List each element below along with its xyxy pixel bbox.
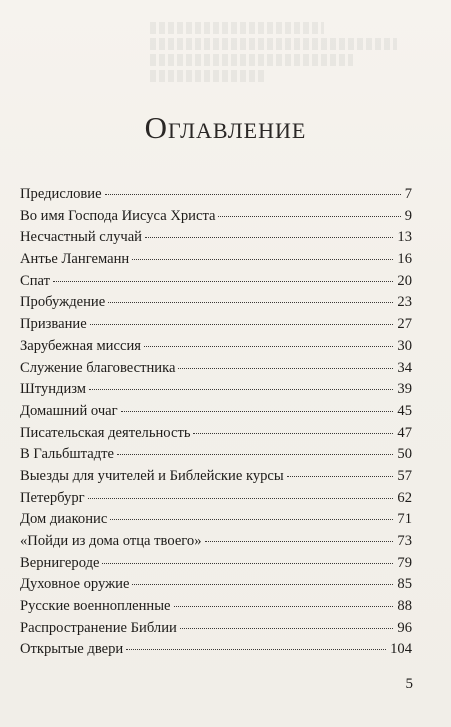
dot-leader [53, 281, 393, 282]
toc-entry-page: 88 [397, 598, 412, 615]
toc-entry-page: 85 [397, 576, 412, 593]
toc-entry-page: 27 [397, 316, 412, 333]
toc-entry[interactable] [20, 574, 412, 596]
toc-entry[interactable] [20, 358, 412, 380]
dot-leader [132, 259, 393, 260]
toc-entry[interactable] [20, 444, 412, 466]
dot-leader [218, 216, 400, 217]
toc-entry-page: 34 [397, 359, 412, 376]
toc-entry-title: Предисловие [20, 186, 102, 202]
toc-entry-title: Вернигероде [20, 554, 100, 571]
toc-entry-page: 96 [397, 619, 412, 636]
toc-entry-page: 47 [397, 424, 412, 441]
toc-entry[interactable] [20, 314, 412, 336]
toc-entry[interactable] [20, 227, 412, 249]
toc-entry[interactable] [20, 184, 412, 206]
toc-entry-page: 73 [397, 533, 412, 549]
dot-leader [144, 346, 393, 347]
toc-entry-page: 71 [397, 511, 412, 528]
toc-entry-title: Призвание [20, 316, 87, 333]
toc-entry[interactable] [20, 466, 412, 488]
dot-leader [174, 606, 394, 607]
dot-leader [102, 563, 393, 564]
toc-entry-title: Выезды для учителей и Библейские курсы [20, 467, 284, 484]
toc-entry[interactable] [20, 531, 412, 553]
toc-entry-page: 45 [397, 402, 412, 419]
toc-entry-page: 79 [397, 554, 412, 571]
toc-entry-title: Петербург [20, 489, 85, 506]
toc-entry-page: 62 [397, 489, 412, 506]
toc-entry-title: Штундизм [20, 381, 87, 398]
toc-entry[interactable] [20, 618, 412, 640]
dot-leader [89, 389, 393, 390]
toc-entry[interactable] [20, 249, 412, 271]
dot-leader [145, 237, 393, 238]
dot-leader [180, 628, 394, 629]
toc-entry-title: Распространение Библии [20, 619, 177, 636]
toc-entry-title: Спат [20, 272, 51, 289]
toc-entry[interactable] [20, 271, 412, 293]
toc-entry-page: 23 [397, 294, 412, 311]
toc-entry[interactable] [20, 596, 412, 618]
toc-entry-title: Писательская деятельность [20, 424, 191, 441]
toc-entry-page: 50 [397, 446, 412, 463]
toc-entry[interactable] [20, 401, 412, 423]
toc-entry-title: Зарубежная миссия [20, 337, 141, 354]
toc-entry-title: Пробуждение [20, 294, 106, 311]
dot-leader [121, 411, 394, 412]
toc-entry-title: Открытые двери [20, 641, 124, 658]
toc-entry-page: 9 [404, 207, 412, 224]
toc-entry[interactable] [20, 423, 412, 445]
dot-leader [178, 368, 393, 369]
toc-entry-page: 7 [404, 186, 412, 202]
toc-entry-title: Во имя Господа Иисуса Христа [20, 207, 216, 224]
toc-entry-title: Антье Лангеманн [20, 251, 130, 268]
bleed-through-text [150, 18, 440, 98]
toc-entry[interactable] [20, 336, 412, 358]
toc-entry[interactable] [20, 639, 412, 661]
dot-leader [132, 584, 393, 585]
dot-leader [108, 302, 393, 303]
toc-entry[interactable] [20, 553, 412, 575]
dot-leader [110, 519, 393, 520]
toc-entry[interactable] [20, 488, 412, 510]
toc-entry-page: 30 [397, 337, 412, 354]
dot-leader [205, 541, 394, 542]
dot-leader [126, 649, 386, 650]
dot-leader [287, 476, 394, 477]
toc-entry[interactable] [20, 292, 412, 314]
toc-entry-title: Русские военнопленные [20, 598, 171, 615]
dot-leader [90, 324, 394, 325]
toc-entry-page: 39 [397, 381, 412, 398]
toc-entry-page: 20 [397, 272, 412, 289]
toc-entry-page: 13 [397, 229, 412, 246]
dot-leader [193, 433, 393, 434]
toc-entry-page: 57 [397, 467, 412, 484]
toc-entry-title: Домашний очаг [20, 402, 118, 419]
dot-leader [117, 454, 393, 455]
toc-entry[interactable] [20, 379, 412, 401]
dot-leader [88, 498, 394, 499]
toc-entry-title: Дом диаконис [20, 511, 108, 528]
page-title: Оглавление [144, 110, 307, 145]
page-number: 5 [405, 676, 413, 692]
toc-entry-title: Несчастный случай [20, 229, 142, 246]
toc-entry[interactable] [20, 509, 412, 531]
toc-entry-page: 104 [390, 641, 412, 658]
toc-entry-title: Духовное оружие [20, 576, 130, 593]
toc-entry-title: «Пойди из дома отца твоего» [20, 533, 202, 549]
toc-entry-title: В Гальбштадте [20, 446, 114, 463]
toc-entry-title: Служение благовестника [20, 359, 176, 376]
dot-leader [105, 194, 401, 195]
toc-entry-page: 16 [397, 251, 412, 268]
table-of-contents [20, 184, 412, 661]
toc-entry[interactable] [20, 206, 412, 228]
